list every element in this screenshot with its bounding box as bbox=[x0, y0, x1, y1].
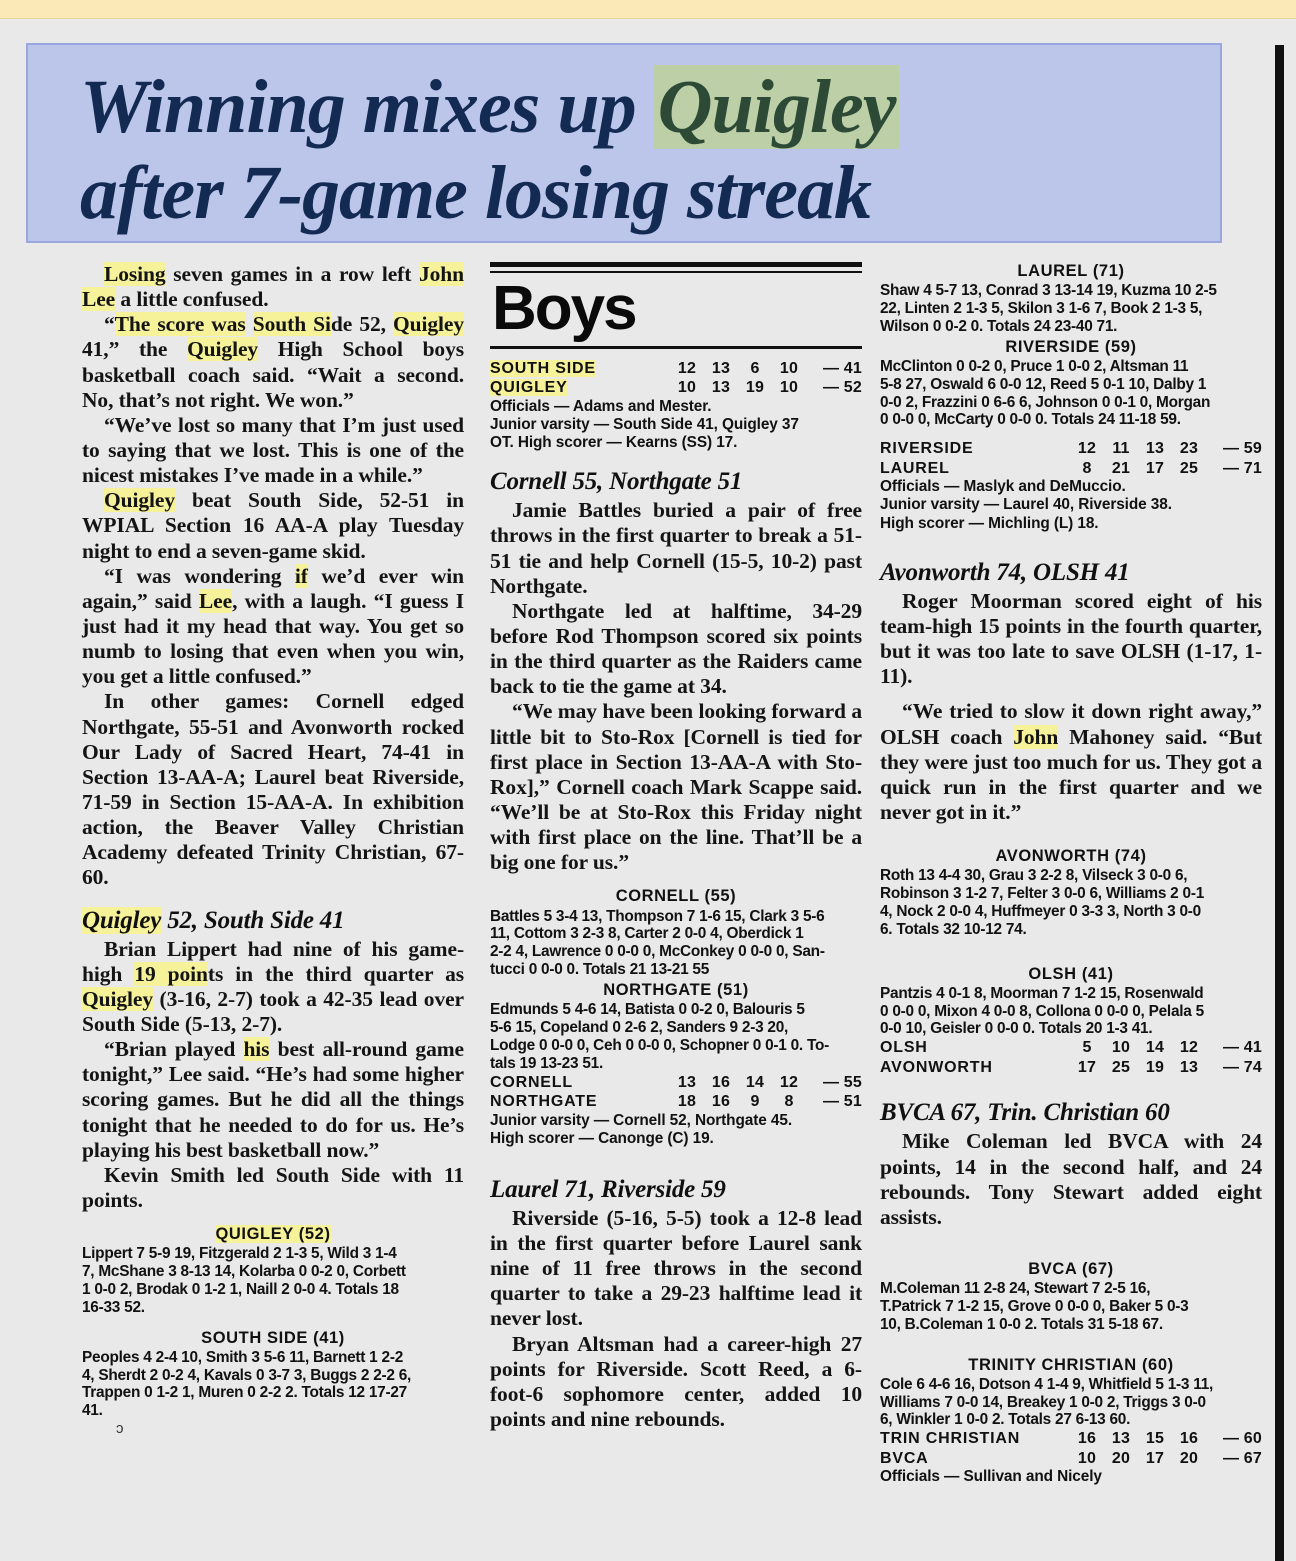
boxscore-note: Officials — Adams and Mester. bbox=[490, 397, 712, 415]
boxscore-body bbox=[880, 358, 1262, 429]
paragraph: “We may have been looking forward a little bit to Sto-Rox [Cornell is tied for first place in Section 13-AA-A with Sto-Rox],” Cornell coach Mark Scappe said. “We’ll be at Sto-Rox this Friday night with first place on the line. That’ll be a big one for us.” bbox=[490, 699, 862, 875]
boxscore-note: Officials — Maslyk and DeMuccio. bbox=[880, 478, 1126, 496]
linescore-q4: 12 bbox=[1179, 1039, 1199, 1057]
linescore-q3: 19 bbox=[745, 379, 765, 397]
boxscore-line: Roth 13 4-4 30, Grau 3 2-2 8, Vilseck 3 0-0 6, bbox=[880, 867, 1188, 885]
boxscore-line: 16-33 52. bbox=[82, 1298, 145, 1316]
linescore-q1: 13 bbox=[677, 1073, 697, 1091]
linescore-q2: 13 bbox=[711, 379, 731, 397]
boxscore-line: Cole 6 4-6 16, Dotson 4 1-4 9, Whitfield 5 1-3 11, bbox=[880, 1375, 1214, 1393]
subhead-rest: 52, South Side 41 bbox=[161, 906, 345, 934]
paragraph: Kevin Smith led South Side with 11 points. bbox=[82, 1162, 464, 1212]
linescore-q2: 11 bbox=[1112, 440, 1130, 458]
boxscore-title: CORNELL (55) bbox=[615, 887, 737, 906]
boxscore-body bbox=[880, 867, 1262, 938]
boxscore-line: McClinton 0 0-2 0, Pruce 1 0-0 2, Altsman 11 bbox=[880, 357, 1189, 375]
linescore-q2: 13 bbox=[1111, 1430, 1131, 1448]
boxscore-line: Pantzis 4 0-1 8, Moorman 7 1-2 15, Rosenwald bbox=[880, 984, 1204, 1002]
linescore-row bbox=[490, 1073, 862, 1093]
headline-highlight-quigley: Quigley bbox=[654, 65, 900, 149]
boxscore-title: AVONWORTH (74) bbox=[995, 847, 1147, 866]
boxscore-line: Wilson 0 0-2 0. Totals 24 23-40 71. bbox=[880, 317, 1118, 335]
paragraph: Mike Coleman led BVCA with 24 points, 14 in the second half, and 24 rebounds. Tony Stewart added eight assists. bbox=[880, 1129, 1262, 1229]
linescore-row bbox=[490, 359, 862, 379]
paragraph: Quigley beat South Side, 52-51 in WPIAL Section 16 AA-A play Tuesday night to end a seven-game skid. bbox=[82, 488, 464, 563]
paragraph: “Brian played his best all-round game tonight,” Lee said. “He’s had some higher scoring games. But he did all the things tonight that he needed to do for us. He’s playing his best basketball now.” bbox=[82, 1037, 464, 1162]
linescore-q3: 9 bbox=[750, 1093, 760, 1111]
boxscore-body bbox=[880, 282, 1262, 336]
section-masthead-boys bbox=[490, 262, 862, 349]
linescore-team: BVCA bbox=[880, 1449, 929, 1467]
linescore-q4: 16 bbox=[1179, 1430, 1199, 1448]
linescore-team bbox=[490, 378, 670, 398]
linescore-team: CORNELL bbox=[490, 1073, 573, 1091]
linescore-q4: 20 bbox=[1179, 1449, 1199, 1467]
linescore-team-highlight: QUIGLEY bbox=[490, 379, 568, 397]
paragraph: “The score was South Side 52, Quigley 41,” the Quigley High School boys basketball coach said. “Wait a second. No, that’s not right. We won.” bbox=[82, 312, 464, 412]
cropped-text-above-clipping bbox=[150, 0, 570, 22]
boxscore-line: 1 0-0 2, Brodak 0 1-2 1, Naill 2 0-0 4. Totals 18 bbox=[82, 1280, 399, 1298]
spacer bbox=[880, 429, 1262, 439]
boxscore-title: TRINITY CHRISTIAN (60) bbox=[968, 1355, 1174, 1374]
boxscore-line: Trappen 0 1-2 1, Muren 0 2-2 2. Totals 12 17-27 bbox=[82, 1384, 407, 1402]
subhead-quigley-southside bbox=[82, 907, 464, 935]
paragraph: Losing seven games in a row left John Lee a little confused. bbox=[82, 262, 464, 312]
linescore-q2: 20 bbox=[1111, 1449, 1131, 1467]
linescore-team bbox=[490, 359, 670, 379]
boxscore-title: BVCA (67) bbox=[1028, 1259, 1114, 1278]
boxscore-note: OT. High scorer — Kearns (SS) 17. bbox=[490, 434, 738, 452]
boxscore-line: Lippert 7 5-9 19, Fitzgerald 2 1-3 5, Wild 3 1-4 bbox=[82, 1245, 397, 1263]
paragraph: Riverside (5-16, 5-5) took a 12-8 lead in the first quarter before Laurel sank nine of 11 free throws in the second quarter to take a 29-23 halftime lead it never lost. bbox=[490, 1205, 862, 1331]
boxscore-title bbox=[82, 1225, 464, 1244]
boxscore-line: Battles 5 3-4 13, Thompson 7 1-6 15, Clark 3 5-6 bbox=[490, 907, 825, 925]
linescore-row bbox=[880, 1038, 1262, 1058]
linescore-q3: 13 bbox=[1145, 440, 1165, 458]
boxscore-line: 0-0 2, Frazzini 0 6-6 6, Johnson 0 0-1 0, Morgan bbox=[880, 393, 1211, 411]
linescore-q1: 16 bbox=[1077, 1430, 1097, 1448]
headline-banner bbox=[26, 43, 1222, 243]
linescore-q2: 21 bbox=[1111, 459, 1131, 477]
linescore-q1: 10 bbox=[1077, 1449, 1097, 1467]
headline-line-2: after 7-game losing streak bbox=[80, 151, 871, 235]
linescore-q2: 25 bbox=[1111, 1058, 1131, 1076]
boxscore-title: LAUREL (71) bbox=[1017, 262, 1125, 280]
boxscore-bvca bbox=[880, 1260, 1262, 1334]
boxscore-line: 0 0-0 0, Mixon 4 0-0 8, Collona 0 0-0 0, Pelala 5 bbox=[880, 1002, 1204, 1020]
boxscore-body bbox=[880, 1376, 1262, 1430]
boxscore-line: Williams 7 0-0 14, Breakey 1 0-0 2, Triggs 3 0-0 bbox=[880, 1393, 1206, 1411]
subhead-avonworth-olsh: Avonworth 74, OLSH 41 bbox=[880, 558, 1130, 586]
linescore-total: — 71 bbox=[1222, 459, 1262, 477]
subhead-bvca-trinity: BVCA 67, Trin. Christian 60 bbox=[880, 1099, 1170, 1127]
linescore-total: — 59 bbox=[1222, 440, 1262, 458]
boxscore-line: Edmunds 5 4-6 14, Batista 0 0-2 0, Balouris 5 bbox=[490, 1001, 805, 1019]
linescore-q3: 17 bbox=[1145, 1449, 1165, 1467]
boxscore-note: Officials — Sullivan and Nicely bbox=[880, 1468, 1102, 1486]
linescore-total: — 51 bbox=[822, 1093, 862, 1111]
linescore-team: AVONWORTH bbox=[880, 1058, 993, 1076]
boxscore-line: 4, Sherdt 2 0-2 4, Kavals 0 3-7 3, Buggs 2 2-2 6, bbox=[82, 1366, 412, 1384]
article-columns bbox=[0, 262, 1296, 1561]
linescore-q1: 8 bbox=[1082, 459, 1092, 477]
linescore-total: — 52 bbox=[822, 379, 862, 397]
linescore-q1: 17 bbox=[1077, 1058, 1097, 1076]
subhead-laurel-riverside: Laurel 71, Riverside 59 bbox=[490, 1175, 726, 1203]
spacer bbox=[880, 689, 1262, 699]
stray-ink-mark: ɔ bbox=[116, 1420, 124, 1438]
linescore-team: TRIN CHRISTIAN bbox=[880, 1430, 1021, 1448]
linescore-q4: 13 bbox=[1179, 1058, 1199, 1076]
linescore-row bbox=[880, 1429, 1262, 1449]
boxscore-line: 4, Nock 2 0-0 4, Huffmeyer 0 3-3 3, North 3 0-0 bbox=[880, 902, 1201, 920]
linescore-row bbox=[490, 1092, 862, 1112]
boxscore-note: High scorer — Michling (L) 18. bbox=[880, 514, 1099, 532]
column-2 bbox=[490, 262, 862, 1432]
boxscore-line: 0-0 10, Geisler 0 0-0 0. Totals 20 1-3 41. bbox=[880, 1020, 1153, 1038]
linescore-q4: 23 bbox=[1179, 440, 1199, 458]
linescore-q1: 18 bbox=[677, 1093, 697, 1111]
linescore-team-highlight: SOUTH SIDE bbox=[490, 359, 596, 377]
linescore-q4: 8 bbox=[784, 1093, 794, 1111]
linescore-q2: 16 bbox=[711, 1073, 731, 1091]
boxscore-line: Lodge 0 0-0 0, Ceh 0 0-0 0, Schopner 0 0-1 0. To- bbox=[490, 1036, 829, 1054]
masthead-rule-top bbox=[490, 262, 862, 267]
boxscore-line: 2-2 4, Lawrence 0 0-0 0, McConkey 0 0-0 0, San- bbox=[490, 943, 825, 961]
boxscore-line: Peoples 4 2-4 10, Smith 3 5-6 11, Barnett 1 2-2 bbox=[82, 1348, 404, 1366]
linescore-total: — 60 bbox=[1222, 1430, 1262, 1448]
linescore-q3: 19 bbox=[1145, 1058, 1165, 1076]
paragraph: Bryan Altsman had a career-high 27 points for Riverside. Scott Reed, a 6-foot-6 sophomore center, added 10 points and nine rebounds. bbox=[490, 1331, 862, 1432]
boxscore-south-side bbox=[82, 1329, 464, 1421]
masthead-title: Boys bbox=[492, 274, 636, 343]
linescore-team: LAUREL bbox=[880, 459, 950, 477]
linescore-q3: 14 bbox=[1145, 1039, 1165, 1057]
subhead-cornell-northgate: Cornell 55, Northgate 51 bbox=[490, 468, 743, 496]
linescore-q3: 14 bbox=[745, 1073, 765, 1091]
boxscore-line: Robinson 3 1-2 7, Felter 3 0-0 6, Williams 2 0-1 bbox=[880, 885, 1205, 903]
boxscore-body bbox=[880, 1280, 1262, 1334]
boxscore-title: OLSH (41) bbox=[1028, 964, 1114, 983]
boxscore-line: 22, Linten 2 1-3 5, Skilon 3 1-6 7, Book 2 1-3 5, bbox=[880, 299, 1203, 317]
linescore-total: — 41 bbox=[822, 359, 862, 377]
boxscore-title-highlight: QUIGLEY (52) bbox=[215, 1225, 331, 1244]
linescore-row bbox=[880, 1058, 1262, 1078]
linescore-q1: 5 bbox=[1082, 1039, 1092, 1057]
linescore-q3: 6 bbox=[750, 359, 760, 377]
linescore-team: OLSH bbox=[880, 1039, 928, 1057]
linescore-q4: 10 bbox=[779, 359, 799, 377]
linescore-q4: 10 bbox=[779, 379, 799, 397]
boxscore-avonworth bbox=[880, 847, 1262, 939]
boxscore-body bbox=[82, 1349, 464, 1420]
headline-line-1 bbox=[28, 45, 1220, 149]
boxscore-line: 5-6 15, Copeland 0 2-6 2, Sanders 9 2-3 20, bbox=[490, 1018, 789, 1036]
boxscore-line: 6. Totals 32 10-12 74. bbox=[880, 920, 1027, 938]
linescore-row bbox=[880, 1449, 1262, 1469]
linescore-total: — 55 bbox=[822, 1073, 862, 1091]
boxscore-body bbox=[82, 1245, 464, 1316]
linescore-total: — 74 bbox=[1222, 1058, 1262, 1076]
paragraph: “We tried to slow it down right away,” OLSH coach John Mahoney said. “But they were just too much for us. They got a quick run in the first quarter and we never got in it.” bbox=[880, 699, 1263, 824]
boxscore-body bbox=[490, 1001, 862, 1072]
masthead-rule-bottom bbox=[490, 346, 862, 349]
paragraph: “I was wondering if we’d ever win again,” said Lee, with a laugh. “I guess I just had it my head that way. You get so numb to losing that even when you win, you get a little confused.” bbox=[82, 563, 465, 689]
linescore-q2: 16 bbox=[711, 1093, 731, 1111]
boxscore-riverside bbox=[880, 338, 1262, 430]
boxscore-line: tals 19 13-23 51. bbox=[490, 1054, 603, 1072]
linescore-q3: 15 bbox=[1145, 1430, 1165, 1448]
linescore-total: — 67 bbox=[1222, 1449, 1262, 1467]
subhead-highlight-quigley: Quigley bbox=[82, 906, 162, 934]
boxscore-northgate bbox=[490, 981, 862, 1073]
boxscore-title: RIVERSIDE (59) bbox=[1005, 337, 1137, 356]
boxscore-note: Junior varsity — Cornell 52, Northgate 45. bbox=[490, 1111, 792, 1129]
boxscore-title: SOUTH SIDE (41) bbox=[201, 1328, 345, 1347]
boxscore-body bbox=[880, 985, 1262, 1039]
boxscore-body bbox=[490, 908, 862, 979]
boxscore-line: 0 0-0 0, McCarty 0 0-0 0. Totals 24 11-18 59. bbox=[880, 411, 1181, 429]
boxscore-line: T.Patrick 7 1-2 15, Grove 0 0-0 0, Baker 5 0-3 bbox=[880, 1297, 1189, 1315]
boxscore-quigley bbox=[82, 1225, 464, 1317]
linescore-row bbox=[490, 378, 862, 398]
column-1 bbox=[82, 262, 464, 1437]
paragraph: Roger Moorman scored eight of his team-high 15 points in the fourth quarter, but it was too late to save OLSH (1-17, 1-11). bbox=[880, 588, 1262, 689]
linescore-q1: 12 bbox=[677, 359, 697, 377]
boxscore-line: 5-8 27, Oswald 6 0-0 12, Reed 5 0-1 10, Dalby 1 bbox=[880, 375, 1207, 393]
boxscore-note: Junior varsity — Laurel 40, Riverside 38. bbox=[880, 496, 1172, 514]
column-3 bbox=[880, 262, 1262, 1487]
boxscore-line: M.Coleman 11 2-8 24, Stewart 7 2-5 16, bbox=[880, 1280, 1151, 1298]
paragraph: Brian Lippert had nine of his game-high 19 points in the third quarter as Quigley (3-16, 2-7) took a 42-35 lead over South Side (5-13, 2-7). bbox=[82, 936, 464, 1036]
boxscore-line: tucci 0 0-0 0. Totals 21 13-21 55 bbox=[490, 961, 710, 979]
boxscore-trinity-christian bbox=[880, 1356, 1262, 1430]
paragraph: “We’ve lost so many that I’m just used to saying that we lost. This is one of the nicest mistakes I’ve made in a while.” bbox=[82, 412, 464, 488]
linescore-q2: 10 bbox=[1111, 1039, 1131, 1057]
boxscore-note: High scorer — Canonge (C) 19. bbox=[490, 1129, 714, 1147]
paragraph: Northgate led at halftime, 34-29 before Rod Thompson scored six points in the third quarter as the Raiders came back to tie the game at 34. bbox=[490, 598, 862, 699]
boxscore-line: 41. bbox=[82, 1402, 103, 1420]
linescore-team: NORTHGATE bbox=[490, 1093, 598, 1111]
paragraph: Jamie Battles buried a pair of free throws in the first quarter to break a 51-51 tie and help Cornell (15-5, 10-2) past Northgate. bbox=[490, 498, 862, 598]
boxscore-line: 6, Winkler 1 0-0 2. Totals 27 6-13 60. bbox=[880, 1411, 1131, 1429]
boxscore-line: Shaw 4 5-7 13, Conrad 3 13-14 19, Kuzma 10 2-5 bbox=[880, 282, 1217, 300]
linescore-team: RIVERSIDE bbox=[880, 440, 974, 458]
linescore-row bbox=[880, 439, 1262, 459]
boxscore-laurel bbox=[880, 262, 1262, 336]
linescore-total: — 41 bbox=[1222, 1039, 1262, 1057]
linescore-row bbox=[880, 459, 1262, 479]
boxscore-line: 7, McShane 3 8-13 14, Kolarba 0 0-2 0, Corbett bbox=[82, 1263, 406, 1281]
linescore-q4: 25 bbox=[1179, 459, 1199, 477]
boxscore-line: 10, B.Coleman 1 0-0 2. Totals 31 5-18 67. bbox=[880, 1315, 1163, 1333]
headline-line-1-text: Winning mixes up bbox=[80, 65, 654, 149]
boxscore-cornell bbox=[490, 887, 862, 979]
boxscore-note: Junior varsity — South Side 41, Quigley 37 bbox=[490, 415, 799, 433]
linescore-q4: 12 bbox=[779, 1073, 799, 1091]
linescore-q2: 13 bbox=[711, 359, 731, 377]
boxscore-title: NORTHGATE (51) bbox=[603, 980, 749, 999]
linescore-q1: 12 bbox=[1077, 440, 1097, 458]
boxscore-olsh bbox=[880, 965, 1262, 1039]
linescore-q1: 10 bbox=[677, 379, 697, 397]
linescore-q3: 17 bbox=[1145, 459, 1165, 477]
boxscore-line: 11, Cottom 3 2-3 8, Carter 2 0-0 4, Oberdick 1 bbox=[490, 925, 804, 943]
paragraph: In other games: Cornell edged Northgate, 55-51 and Avonworth rocked Our Lady of Sacred Heart, 74-41 in Section 13-AA-A; Laurel beat Riverside, 71-59 in Section 15-AA-A. In exhibition action, the Beaver Valley Christian Academy defeated Trinity Christian, 67-60. bbox=[82, 689, 464, 890]
